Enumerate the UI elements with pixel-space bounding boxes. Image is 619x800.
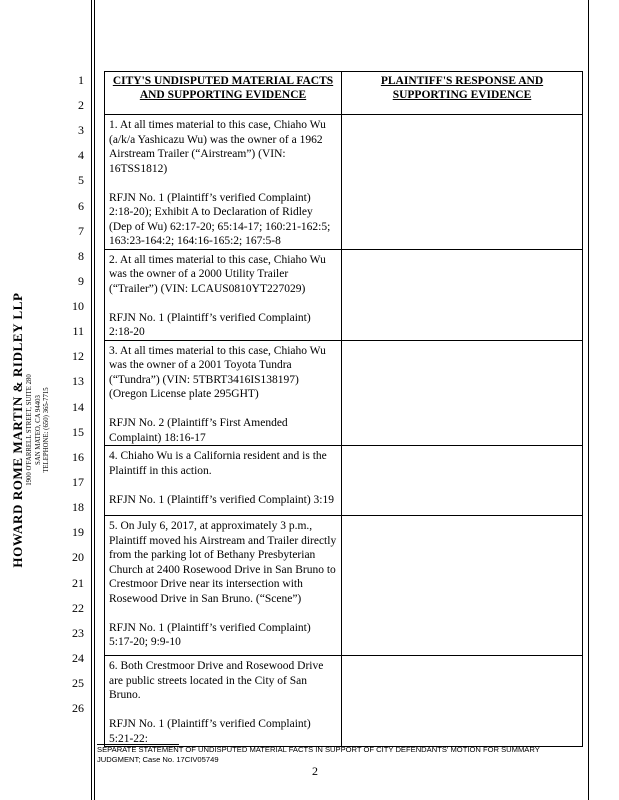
response-cell[interactable]: [342, 656, 583, 747]
firm-phone: TELEPHONE: (650) 365-7715: [43, 387, 50, 473]
line-number: 21: [72, 576, 84, 590]
fact-text: 5. On July 6, 2017, at approximately 3 p.m., Plaintiff moved his Airstream and Trailer directly from the parking lot of Bethany Presbyterian Church at 2400 Rosewood Drive in San Bruno to Crestmoor Drive near its intersection with Rosewood Drive in San Bruno. (“Scene”): [109, 520, 337, 605]
firm-name: HOWARD ROME MARTIN & RIDLEY LLP: [10, 292, 25, 568]
fact-text: 4. Chiaho Wu is a California resident and is the Plaintiff in this action.: [109, 450, 327, 477]
fact-evidence: RFJN No. 1 (Plaintiff’s verified Complaint) 3:19: [109, 493, 334, 506]
line-number: 5: [78, 173, 84, 187]
table-row: [105, 249, 583, 340]
fact-cell: [105, 115, 342, 250]
response-cell[interactable]: [342, 249, 583, 340]
line-number: 13: [72, 374, 84, 388]
fact-cell: [105, 446, 342, 516]
fact-cell: [105, 249, 342, 340]
line-number: 10: [72, 299, 84, 313]
fact-cell: [105, 340, 342, 446]
line-number: 11: [72, 324, 84, 338]
left-margin-rule-outer: [91, 0, 92, 800]
line-number: 24: [72, 651, 84, 665]
line-number: 8: [78, 249, 84, 263]
line-number: 2: [78, 98, 84, 112]
right-margin-rule: [588, 0, 589, 800]
table-row: [105, 115, 583, 250]
line-number: 9: [78, 274, 84, 288]
line-number: 20: [72, 550, 84, 564]
line-number: 25: [72, 676, 84, 690]
fact-text: 2. At all times material to this case, Chiaho Wu was the owner of a 2000 Utility Trailer (“Trailer”) (VIN: LCAUS0810YT227029): [109, 253, 326, 295]
line-number: 6: [78, 199, 84, 213]
header-city-facts: CITY'S UNDISPUTED MATERIAL FACTS AND SUPPORTING EVIDENCE: [105, 72, 342, 115]
response-cell[interactable]: [342, 340, 583, 446]
line-number: 12: [72, 349, 84, 363]
table-header-row: [105, 72, 583, 115]
fact-text: 6. Both Crestmoor Drive and Rosewood Drive are public streets located in the City of San Bruno.: [109, 660, 324, 701]
line-number: 22: [72, 601, 84, 615]
line-number: 17: [72, 475, 84, 489]
line-number: 1: [78, 73, 84, 87]
line-number: 16: [72, 450, 84, 464]
response-cell[interactable]: [342, 115, 583, 250]
fact-cell: [105, 656, 342, 747]
fact-cell: [105, 516, 342, 656]
line-number: 19: [72, 525, 84, 539]
line-number: 3: [78, 123, 84, 137]
response-cell[interactable]: [342, 446, 583, 516]
page-number: 2: [312, 764, 318, 778]
line-number: 7: [78, 224, 84, 238]
fact-text: 3. At all times material to this case, Chiaho Wu was the owner of a 2001 Toyota Tundra (“Tundra”) (VIN: 5TBRT3416IS138197) (Oregon License plate 295GHT): [109, 344, 326, 400]
footer-caption: SEPARATE STATEMENT OF UNDISPUTED MATERIAL FACTS IN SUPPORT OF CITY DEFENDANTS' MOTION FOR SUMMARY JUDGMENT; Case No. 17CIV05749: [97, 745, 540, 764]
firm-city: SAN MATEO, CA 94403: [34, 395, 42, 465]
fact-text: 1. At all times material to this case, Chiaho Wu (a/k/a Yashicazu Wu) was the owner of a 1962 Airstream Trailer (“Airstream”) (VIN: 16TSS1812): [109, 119, 326, 175]
fact-evidence: RFJN No. 1 (Plaintiff’s verified Complaint) 2:18-20); Exhibit A to Declaration of Ridley (Dep of Wu) 62:17-20; 65:14-17; 160:21-162:5; 163:23-164:2; 164:16-165:2; 167:5-8: [109, 191, 331, 247]
line-number: 4: [78, 148, 84, 162]
fact-evidence: RFJN No. 1 (Plaintiff’s verified Complaint) 2:18-20: [109, 311, 311, 338]
fact-evidence: RFJN No. 2 (Plaintiff’s First Amended Complaint) 18:16-17: [109, 417, 288, 444]
table-row: [105, 656, 583, 747]
header-plaintiff-response: PLAINTIFF'S RESPONSE AND SUPPORTING EVIDENCE: [342, 72, 583, 115]
line-number: 18: [72, 500, 84, 514]
firm-address: 1900 O'FARRELL STREET, SUITE 280: [26, 374, 33, 486]
line-number: 15: [72, 425, 84, 439]
table-row: [105, 340, 583, 446]
facts-table: [104, 71, 583, 747]
fact-evidence: RFJN No. 1 (Plaintiff’s verified Complaint) 5:21-22:: [109, 718, 311, 745]
table-row: [105, 516, 583, 656]
line-number: 26: [72, 701, 84, 715]
line-number: 23: [72, 626, 84, 640]
left-margin-rule-inner: [94, 0, 95, 800]
line-number: 14: [72, 400, 84, 414]
response-cell[interactable]: [342, 516, 583, 656]
fact-evidence: RFJN No. 1 (Plaintiff’s verified Complaint) 5:17-20; 9:9-10: [109, 621, 311, 648]
table-row: [105, 446, 583, 516]
